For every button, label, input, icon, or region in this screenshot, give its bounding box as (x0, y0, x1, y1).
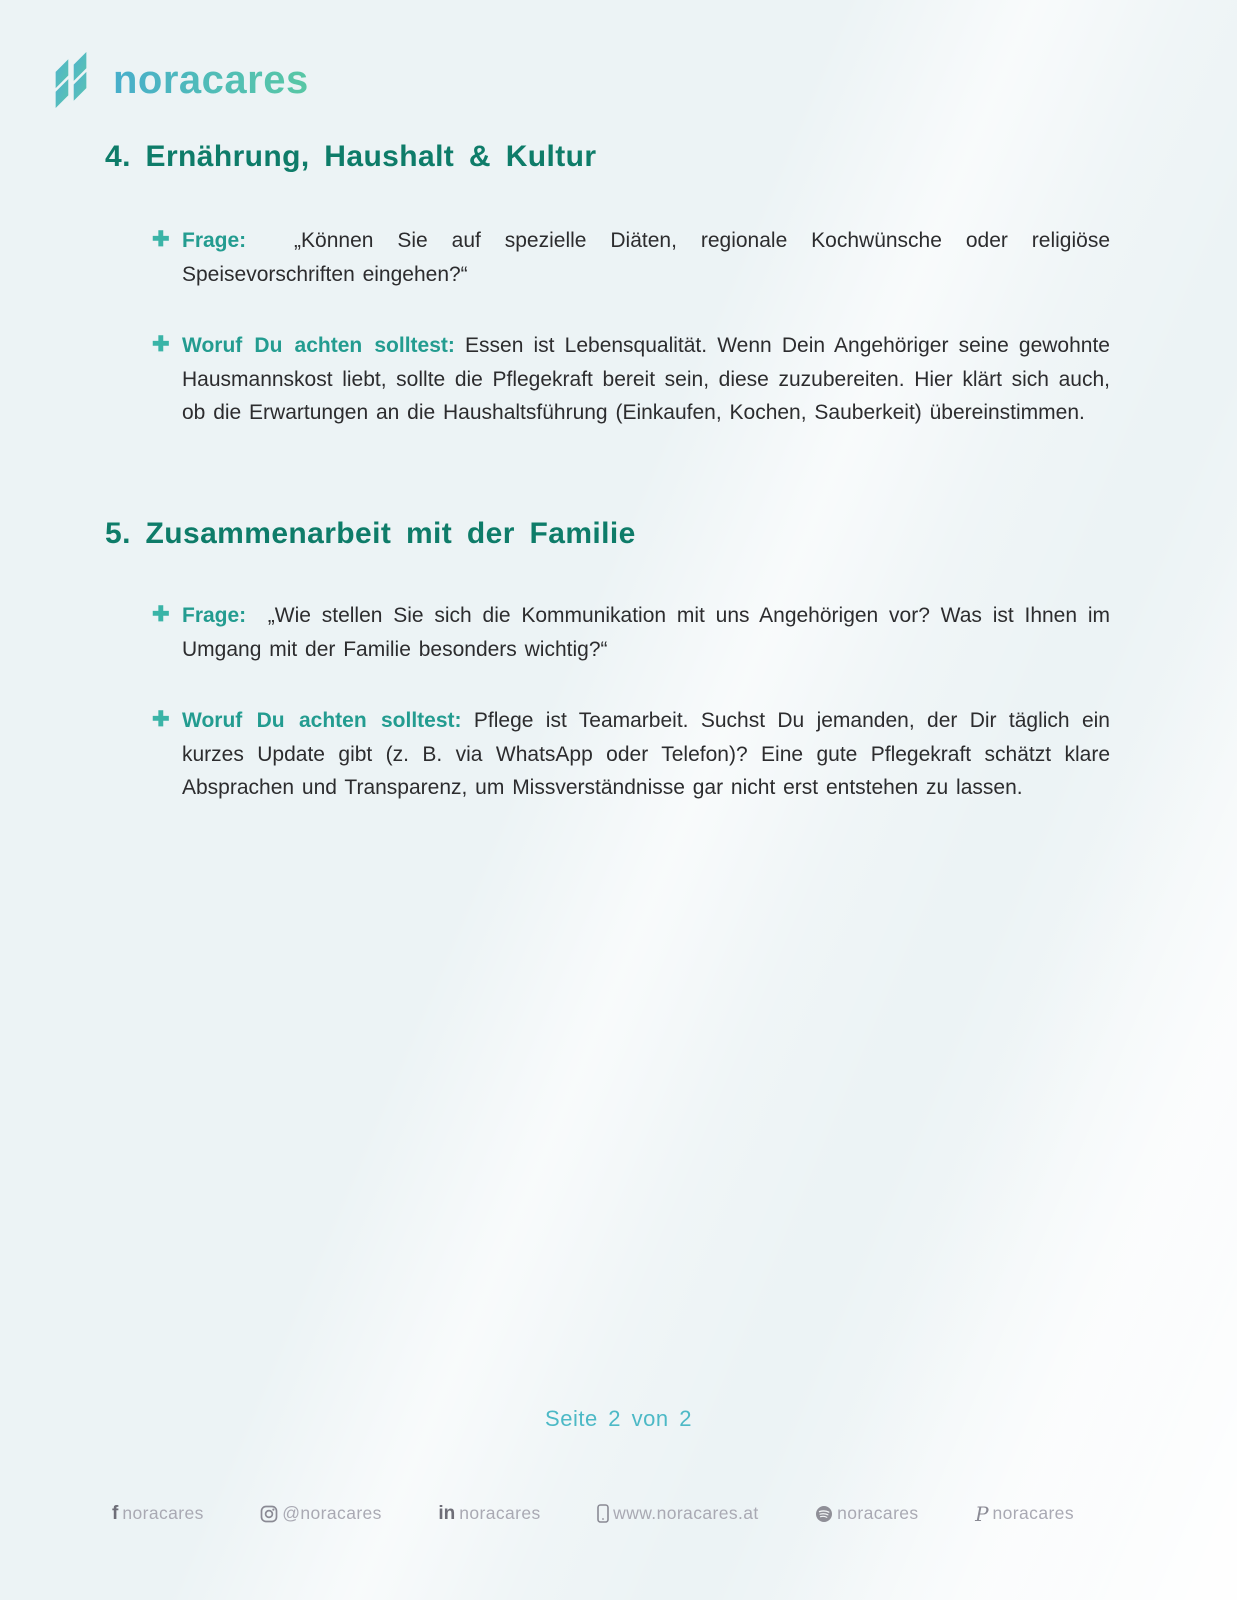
plus-bullet-icon: ✚ (152, 708, 170, 731)
spotify-icon (815, 1505, 833, 1523)
bullet-label: Woruf Du achten solltest: (182, 334, 455, 357)
social-label: www.noracares.at (613, 1503, 759, 1523)
plus-bullet-icon: ✚ (152, 333, 170, 356)
instagram-icon (260, 1505, 278, 1523)
bullet-text (182, 329, 1110, 430)
social-instagram[interactable] (260, 1503, 382, 1524)
website-icon (597, 1504, 609, 1523)
bullet-item (152, 329, 1110, 430)
plus-bullet-icon: ✚ (152, 228, 170, 251)
social-pinterest[interactable] (975, 1503, 1074, 1524)
social-label: noracares (122, 1503, 204, 1523)
page-number: Seite 2 von 2 (545, 1406, 692, 1431)
brand-logo (45, 52, 309, 108)
social-linkedin[interactable] (438, 1503, 540, 1524)
bullet-body: Pflege ist Teamarbeit. Suchst Du jemanden, der Dir täglich ein kurzes Update gibt (z. B. via WhatsApp oder Telefon)? Eine gute Pflegekraft schätzt klare Absprachen und Transparenz, um Missverständnisse gar nicht erst entstehen zu lassen. (182, 709, 1110, 799)
social-website[interactable] (597, 1503, 759, 1524)
bullet-body: „Wie stellen Sie sich die Kommunikation mit uns Angehörigen vor? Was ist Ihnen im Umgang mit der Familie besonders wichtig?“ (182, 604, 1110, 661)
bullet-item (152, 704, 1110, 805)
facebook-icon: f (112, 1503, 119, 1524)
bullet-item (152, 224, 1110, 291)
social-label: @noracares (282, 1503, 382, 1523)
brand-name: noracares (113, 58, 309, 102)
bullet-text (182, 704, 1110, 805)
social-spotify[interactable] (815, 1503, 918, 1524)
linkedin-icon: in (438, 1503, 456, 1524)
bullet-label: Frage: (182, 229, 247, 252)
social-label: noracares (837, 1503, 919, 1523)
section-title-5: 5. Zusammenarbeit mit der Familie (105, 517, 636, 550)
social-label: noracares (992, 1503, 1074, 1523)
plus-bullet-icon: ✚ (152, 603, 170, 626)
noracares-logo-icon (45, 52, 97, 108)
pinterest-icon: P (975, 1501, 989, 1526)
bullet-text (182, 599, 1110, 666)
bullet-text (182, 224, 1110, 291)
social-footer (112, 1503, 1074, 1524)
social-label: noracares (459, 1503, 541, 1523)
bullet-body: „Können Sie auf spezielle Diäten, regionale Kochwünsche oder religiöse Speisevorschriften eingehen?“ (182, 229, 1110, 286)
bullet-label: Woruf Du achten solltest: (182, 709, 462, 732)
social-facebook[interactable] (112, 1503, 204, 1524)
section-title-4: 4. Ernährung, Haushalt & Kultur (105, 140, 597, 173)
bullet-body: Essen ist Lebensqualität. Wenn Dein Angehöriger seine gewohnte Hausmannskost liebt, sollte die Pflegekraft bereit sein, diese zuzubereiten. Hier klärt sich auch, ob die Erwartungen an die Haushaltsführung (Einkaufen, Kochen, Sauberkeit) übereinstimmen. (182, 334, 1110, 424)
bullet-item (152, 599, 1110, 666)
bullet-label: Frage: (182, 604, 247, 627)
